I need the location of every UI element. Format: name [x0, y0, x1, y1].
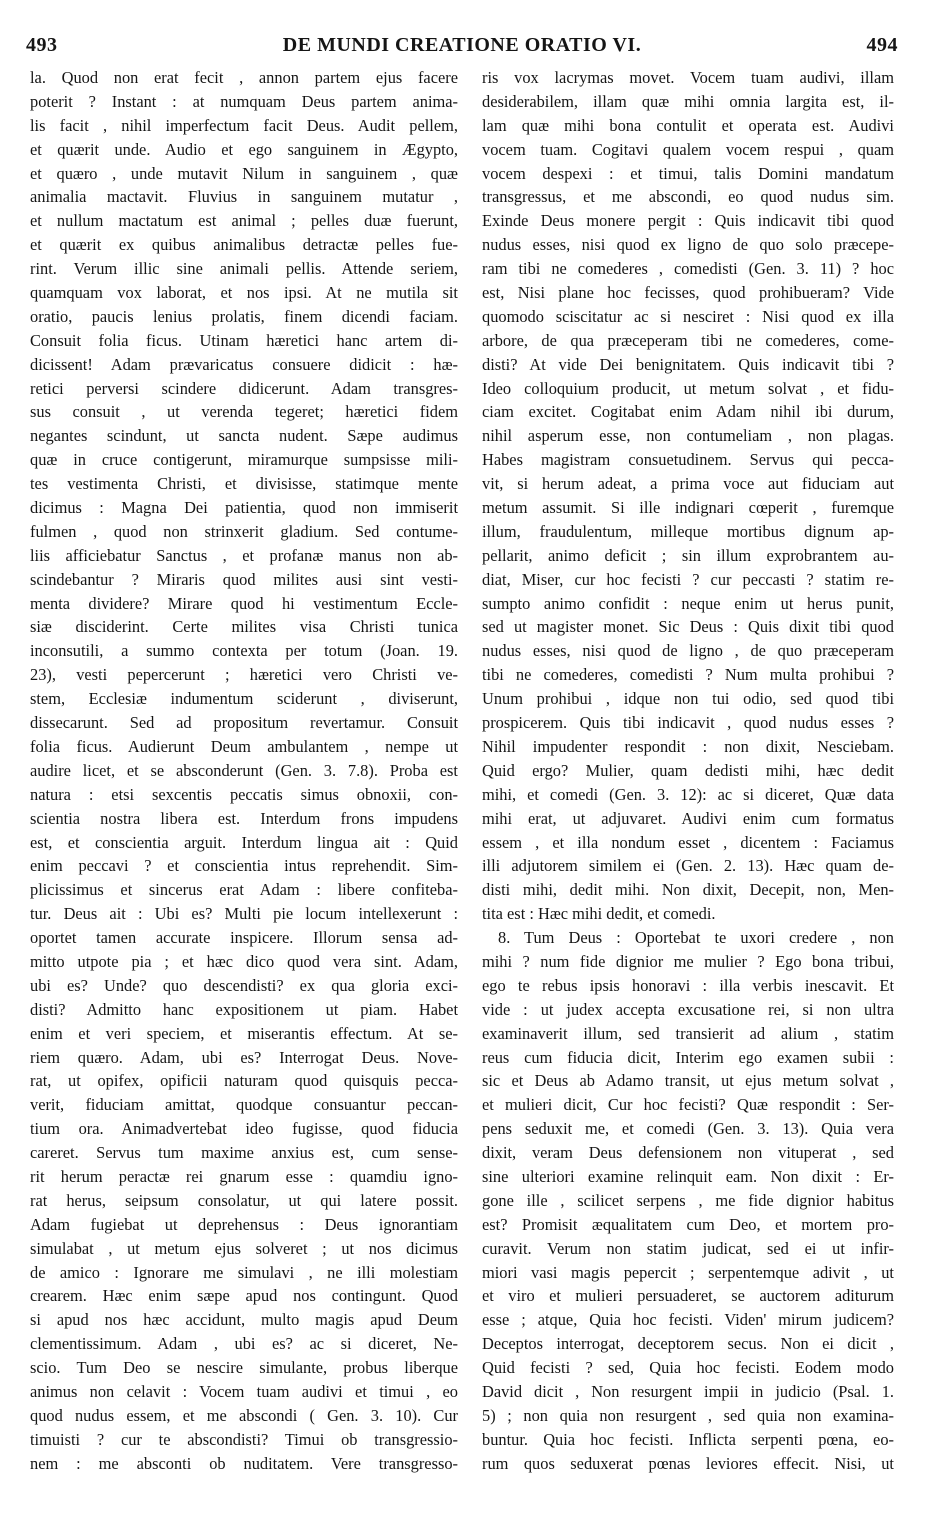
text-line: timuisti ? cur te abscondisti? Timui ob transgressio- — [30, 1429, 458, 1449]
text-line: prospicerem. Quis tibi indicavit , quod nudus esses ? — [482, 713, 894, 733]
text-line: et quærit ex quibus animalibus detractæ pelles fue- — [30, 235, 458, 255]
text-line: scio. Tum Deo se nescire simulante, probus liberque — [30, 1358, 458, 1378]
text-line: sed ut magister monet. Sic Deus : Quis dixit tibi quod — [482, 617, 894, 637]
text-line: menta dividere? Mirare quod hi vestimentum Eccle- — [30, 593, 458, 613]
text-line: rat, ut opifex, opificii naturam quod quisquis pecca- — [30, 1071, 458, 1091]
text-line: nem : me absconti ob nuditatem. Vere transgresso- — [30, 1453, 458, 1473]
text-line: mihi, et comedi (Gen. 3. 12): ac si diceret, Quæ data — [482, 784, 894, 804]
text-line: mihi ? num fide dignior me mulier ? Ego bona tribui, — [482, 951, 894, 971]
text-line: plicissimus et sincerus erat Adam : libere confiteba- — [30, 880, 458, 900]
text-line: Quid fecisti ? sed, Quia hoc fecisti. Eodem modo — [482, 1358, 894, 1378]
text-line: fulmen , quod non strinxerit gladium. Sed contume- — [30, 521, 458, 541]
text-line: vocem despexi : et timui, talis Domini mandatum — [482, 163, 894, 183]
text-line: 8. Tum Deus : Oportebat te uxori credere , non — [498, 928, 894, 948]
text-line: liis afficiebatur Sanctus , et profanæ manus non ab- — [30, 545, 458, 565]
page-number-left: 493 — [26, 34, 58, 56]
text-line: ram tibi ne comederes , comedisti (Gen. 3. 11) ? hoc — [482, 259, 894, 279]
text-line: sic et Deus ab Adamo transit, ut ejus metum solvat , — [482, 1071, 894, 1091]
text-line: riem quæro. Adam, ubi es? Interrogat Deus. Nove- — [30, 1047, 458, 1067]
text-line: et viro et mulieri persuaderet, se auctorem aditurum — [482, 1286, 894, 1306]
running-title: DE MUNDI CREATIONE ORATIO VI. — [282, 34, 642, 56]
text-line: disti? Admitto hanc expositionem ut piam. Habet — [30, 999, 458, 1019]
text-line: clementissimum. Adam , ubi es? ac si diceret, Ne- — [30, 1334, 458, 1354]
text-line: dicissent! Adam prævaricatus consuere didicit : hæ- — [30, 354, 458, 374]
text-line: rint. Verum illic sine animali pellis. Attende seriem, — [30, 259, 458, 279]
right-column — [482, 66, 894, 1532]
text-line: est, Nisi plane hoc fecisses, quod prohibueram? Vide — [482, 283, 894, 303]
text-line: rit herum peractæ rei gnarum esse : quamdiu igno- — [30, 1166, 458, 1186]
text-line: Unum prohibui , idque non tui odio, sed quod tibi — [482, 689, 894, 709]
text-line: sumpto animo confidit : neque enim ut herus punit, — [482, 593, 894, 613]
text-line: rum quos seduxerat pœnas leviores effecit. Nisi, ut — [482, 1453, 894, 1473]
text-line: verit, fiduciam amittat, quodque consuantur peccan- — [30, 1095, 458, 1115]
text-line: metum assumit. Si ille indignari cœperit , furemque — [482, 498, 894, 518]
text-line: desiderabilem, illam quæ mihi omnia largita est, il- — [482, 91, 894, 111]
text-line: nudus esses, nisi quod ex ligno de quo solo præcepe- — [482, 235, 894, 255]
text-line: Quid ergo? Mulier, quam dedisti mihi, hæc dedit — [482, 760, 894, 780]
text-line: et quærit unde. Audio et ego sanguinem in Ægypto, — [30, 139, 458, 159]
text-line: crearem. Hæc enim sæpe apud nos contingunt. Quod — [30, 1286, 458, 1306]
text-line: 5) ; non quia non resurgent , sed quia non examina- — [482, 1405, 894, 1425]
text-line: scindebantur ? Miraris quod milites ausi sint vesti- — [30, 569, 458, 589]
text-line: et mulieri dicit, Cur hoc fecisti? Quæ respondit : Ser- — [482, 1095, 894, 1115]
text-line: ego te rebus ipsis honoravi : illa verbis inescavit. Et — [482, 975, 894, 995]
text-line: pens seduxit me, et comedi (Gen. 3. 13). Quia vera — [482, 1119, 894, 1139]
text-line: diat, Miser, cur hoc fecisti ? cur peccasti ? statim re- — [482, 569, 894, 589]
text-line: audire licet, et se absconderunt (Gen. 3. 7.8). Proba est — [30, 760, 458, 780]
text-line: transgressus, et me abscondi, eo quod nudus sim. — [482, 187, 894, 207]
text-line: tes vestimenta Christi, et divisisse, statimque mente — [30, 474, 458, 494]
left-column — [30, 66, 458, 1532]
text-line: enim et veri speciem, et miserantis effectum. At se- — [30, 1023, 458, 1043]
text-line: disti? At vide Dei benignitatem. Quis indicavit tibi ? — [482, 354, 894, 374]
text-line: illum, fraudulentum, milleque mortibus dignum ap- — [482, 521, 894, 541]
text-line: Ideo colloquium producit, ut metum solvat , et fidu- — [482, 378, 894, 398]
text-line: Adam fugiebat ut deprehensus : Deus ignorantiam — [30, 1214, 458, 1234]
text-line: de amico : Ignorare me simulavi , ne illi molestiam — [30, 1262, 458, 1282]
running-header — [26, 34, 898, 64]
text-line: oportet tamen accurate inspicere. Illorum sensa ad- — [30, 928, 458, 948]
text-line: sus consuit , ut verenda tegeret; hæretici fidem — [30, 402, 458, 422]
text-line: natura : etsi sexcentis peccatis simus obnoxii, con- — [30, 784, 458, 804]
text-line: nudus esses, nisi quod de ligno , de quo præceperam — [482, 641, 894, 661]
text-line: mitto utpote pia ; et hæc dico quod vera sint. Adam, — [30, 951, 458, 971]
text-line: ciam excitet. Cogitabat enim Adam nihil ibi durum, — [482, 402, 894, 422]
text-line: mihi erat, ut adjuvaret. Audivi enim cum formatus — [482, 808, 894, 828]
text-line: stem, Ecclesiæ indumentum sciderunt , diviserunt, — [30, 689, 458, 709]
text-line: Nihil impudenter respondit : non dixit, Nesciebam. — [482, 736, 894, 756]
text-line: poterit ? Instant : at numquam Deus partem anima- — [30, 91, 458, 111]
text-line: inconsutili, a summo contexta per totum (Joan. 19. — [30, 641, 458, 661]
text-line: simulabat , ut metum ejus solveret ; ut nos dicimus — [30, 1238, 458, 1258]
text-line: careret. Servus tum maxime anxius est, cum sense- — [30, 1143, 458, 1163]
text-line: vide : ut judex accepta excusatione rei, si non ultra — [482, 999, 894, 1019]
text-line: Exinde Deus monere pergit : Quis indicavit tibi quod — [482, 211, 894, 231]
text-line: et nullum mactatum est animal ; pelles duæ fuerunt, — [30, 211, 458, 231]
text-line: vit, si herum adeat, a prima voce aut fiduciam aut — [482, 474, 894, 494]
text-line: essem , et illa nondum esset , dicentem : Faciamus — [482, 832, 894, 852]
text-line: tium ora. Animadvertebat ideo fugisse, quod fiducia — [30, 1119, 458, 1139]
text-line: est, et conscientia arguit. Interdum lingua ait : Quid — [30, 832, 458, 852]
text-line: David dicit , Non resurgent impii in judicio (Psal. 1. — [482, 1381, 894, 1401]
text-line: tur. Deus ait : Ubi es? Multi pie locum intellexerunt : — [30, 904, 458, 924]
text-line: si apud nos hæc accidunt, multo magis apud Deum — [30, 1310, 458, 1330]
text-line: est? Promisit æqualitatem cum Deo, et mortem pro- — [482, 1214, 894, 1234]
text-line: nihil asperum esse, non contumeliam , non plagas. — [482, 426, 894, 446]
text-line: tibi ne comederes, comedisti ? Num multa prohibui ? — [482, 665, 894, 685]
text-line: quæ in cruce contigerunt, miramurque sumpsisse mili- — [30, 450, 458, 470]
text-line: folia ficus. Audierunt Deum ambulantem , nempe ut — [30, 736, 458, 756]
text-line: dissecarunt. Sed ad propositum revertamur. Consuit — [30, 713, 458, 733]
text-line: vocem tuam. Cogitavi qualem vocem respui , quam — [482, 139, 894, 159]
text-line: examinaverit illum, sed transierit ad alium , statim — [482, 1023, 894, 1043]
text-line: et quæro , unde mutavit Nilum in sanguinem , quæ — [30, 163, 458, 183]
text-line: negantes scindunt, ut sancta nudent. Sæpe audimus — [30, 426, 458, 446]
text-line: dixit, veram Deus defensionem non vituperat , sed — [482, 1143, 894, 1163]
text-line: animalia mactavit. Fluvius in sanguinem mutatur , — [30, 187, 458, 207]
text-line: quomodo sciscitatur ac si nesciret : Nisi quod ex illa — [482, 306, 894, 326]
text-line: retici perversi scindere didicerunt. Adam transgres- — [30, 378, 458, 398]
text-line: disti mihi, dedit mihi. Non dixit, Decepit, non, Men- — [482, 880, 894, 900]
text-line: oratio, paucis lenius prolatis, finem dicendi faciam. — [30, 306, 458, 326]
text-line: ubi es? Unde? quo descendisti? ex qua gloria exci- — [30, 975, 458, 995]
text-line: ris vox lacrymas movet. Vocem tuam audivi, illam — [482, 68, 894, 87]
text-line: gone ille , scilicet serpens , me fide dignior habitus — [482, 1190, 894, 1210]
text-line: dicimus : Magna Dei patientia, quod non immiserit — [30, 498, 458, 518]
text-line: lam quæ mihi bona contulit et operata est. Audivi — [482, 115, 894, 135]
text-line: quamquam vox laborat, et nos ipsi. At ne mutila sit — [30, 283, 458, 303]
text-line: illi adjutorem similem ei (Gen. 2. 13). Hæc quam de- — [482, 856, 894, 876]
text-line: pellarit, animo deficit ; sin illum exprobrantem au- — [482, 545, 894, 565]
text-line: arbore, de qua præceperam tibi ne comederes, come- — [482, 330, 894, 350]
text-line: scientia nostra libera est. Interdum frons impudens — [30, 808, 458, 828]
text-line: curavit. Verum non statim judicat, sed ei ut infir- — [482, 1238, 894, 1258]
text-line: enim peccavi ? et conscientia intus reprehendit. Sim- — [30, 856, 458, 876]
text-line: lis facit , nihil imperfectum facit Deus. Audit pellem, — [30, 115, 458, 135]
text-line: sine ulteriori examine relinquit eam. Non dixit : Er- — [482, 1166, 894, 1186]
text-line: reus cum fiducia dicit, Interim ego examen subii : — [482, 1047, 894, 1067]
text-line: siæ disciderint. Certe milites visa Christi tunica — [30, 617, 458, 637]
text-line: buntur. Quia hoc fecisti. Inflicta serpenti pœna, eo- — [482, 1429, 894, 1449]
text-line: animus non celavit : Vocem tuam audivi et timui , eo — [30, 1381, 458, 1401]
page-number-right: 494 — [866, 34, 898, 56]
text-line: rat herus, seipsum consolatur, ut qui latere possit. — [30, 1190, 458, 1210]
text-line: esse ; atque, Quia hoc fecisti. Viden' mirum judicem? — [482, 1310, 894, 1330]
text-line: 23), vesti pepercerunt ; hæretici vero Christi ve- — [30, 665, 458, 685]
text-line: Habes magistram consuetudinem. Servus qui pecca- — [482, 450, 894, 470]
text-line: tita est : Hæc mihi dedit, et comedi. — [482, 904, 716, 924]
text-line: la. Quod non erat fecit , annon partem ejus facere — [30, 68, 458, 87]
text-line: Deceptos interrogat, deceptorem secus. Non ei dicit , — [482, 1334, 894, 1354]
text-line: Consuit folia ficus. Utinam hæretici hanc artem di- — [30, 330, 458, 350]
text-line: miori vasi magis pepercit ; serpentemque adivit , ut — [482, 1262, 894, 1282]
text-line: quod nudus essem, et me abscondi ( Gen. 3. 10). Cur — [30, 1405, 458, 1425]
